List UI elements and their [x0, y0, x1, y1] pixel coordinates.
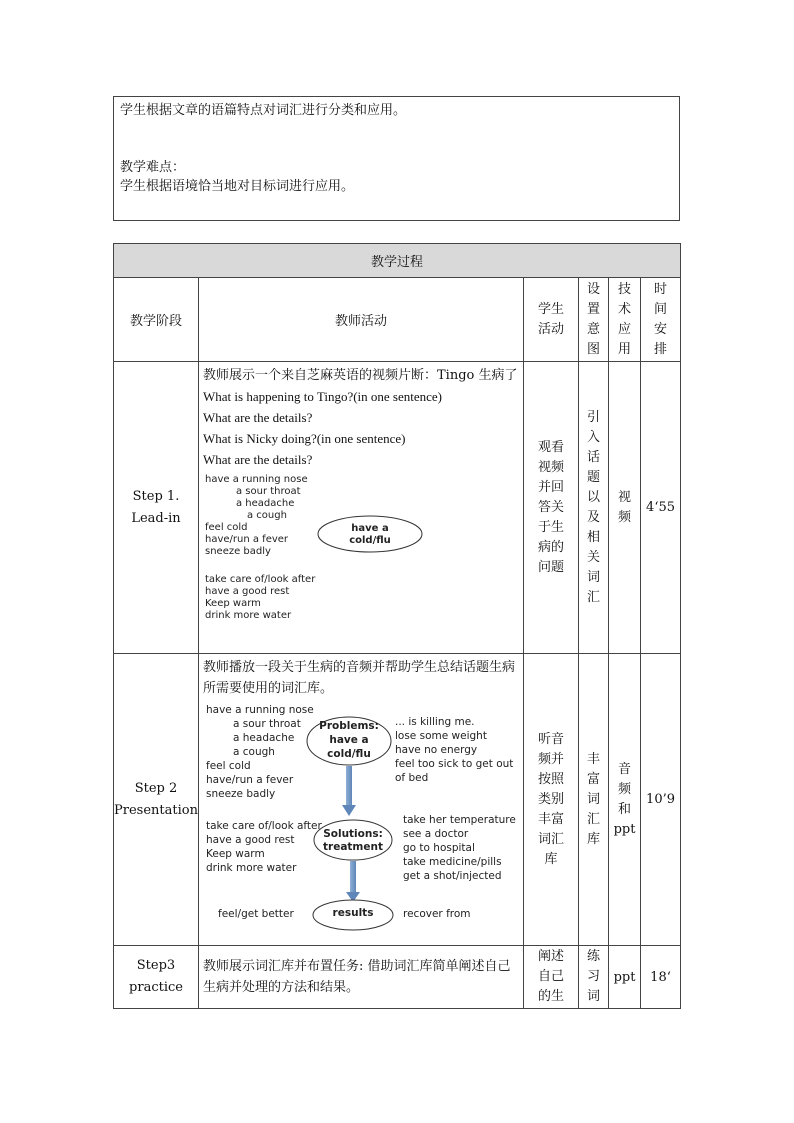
svg-text:treatment: treatment	[323, 841, 383, 853]
stage-cell: Step3 practice	[114, 946, 199, 1009]
svg-text:have a good rest: have a good rest	[206, 834, 295, 846]
svg-text:a sour throat: a sour throat	[233, 718, 301, 730]
svg-text:recover from: recover from	[403, 908, 471, 920]
svg-text:take her temperature: take her temperature	[403, 814, 516, 826]
question: What is happening to Tingo?(in one sentence)	[203, 389, 443, 404]
tech-cell: ppt	[609, 946, 641, 1009]
svg-text:cold/flu: cold/flu	[327, 748, 371, 760]
student-activity-cell: 阐述 自己 的生	[524, 946, 579, 1009]
svg-text:have no energy: have no energy	[395, 744, 478, 756]
teacher-activity-cell	[199, 362, 524, 654]
vocab: have/run a fever	[205, 534, 289, 545]
header-teacher: 教师活动	[199, 278, 524, 362]
solutions-oval	[314, 820, 392, 860]
process-table	[113, 243, 681, 1009]
intent-cell: 练 习 词	[579, 946, 609, 1009]
difficulty-text: 学生根据语境恰当地对目标词进行应用。	[120, 179, 355, 194]
svg-text:sneeze badly: sneeze badly	[206, 788, 276, 800]
svg-text:... is killing me.: ... is killing me.	[395, 716, 475, 728]
vocab: take care of/look after	[205, 574, 316, 585]
header-intent: 设 置 意 图	[579, 278, 609, 362]
svg-text:results: results	[332, 907, 374, 919]
header-student: 学生 活动	[524, 278, 579, 362]
svg-text:cold/flu: cold/flu	[349, 535, 391, 546]
table-row	[114, 654, 681, 946]
vocab: drink more water	[205, 610, 292, 620]
svg-text:lose some weight: lose some weight	[395, 730, 487, 742]
teacher-activity-cell	[199, 654, 524, 946]
teacher-intro: 教师展示一个来自芝麻英语的视频片断：Tingo 生病了	[203, 368, 518, 383]
svg-text:Keep warm: Keep warm	[206, 848, 265, 860]
vocab: Keep warm	[205, 598, 261, 609]
header-stage: 教学阶段	[114, 278, 199, 362]
svg-text:go to hospital: go to hospital	[403, 842, 475, 854]
teacher-intro: 教师展示词汇库并布置任务: 借助词汇库简单阐述自己生病并处理的方法和结果。	[203, 959, 511, 995]
cold-oval	[318, 516, 422, 552]
question: What are the details?	[203, 410, 313, 425]
svg-text:see a doctor: see a doctor	[403, 828, 469, 840]
header-tech: 技 术 应 用	[609, 278, 641, 362]
stage-cell: Step 1. Lead-in	[114, 362, 199, 654]
down-arrow-icon	[350, 861, 356, 893]
student-activity-cell: 听音 频并 按照 类别 丰富 词汇 库	[524, 654, 579, 946]
time-cell: 10’9	[641, 654, 681, 946]
student-activity-cell: 观看 视频 并回 答关 于生 病的 问题	[524, 362, 579, 654]
svg-text:a headache: a headache	[233, 732, 295, 744]
vocab: have a running nose	[205, 474, 308, 485]
down-arrow-icon	[346, 766, 352, 806]
intent-cell: 引 入 话 题 以 及 相 关 词 汇	[579, 362, 609, 654]
table-row	[114, 946, 681, 1009]
table-title: 教学过程	[114, 244, 681, 278]
teacher-intro: 教师播放一段关于生病的音频并帮助学生总结话题生病所需要使用的词汇库。	[203, 660, 516, 696]
cold-vocab-diagram	[203, 470, 519, 620]
difficulty-title: 教学难点：	[120, 160, 186, 175]
svg-text:have a running nose: have a running nose	[206, 704, 314, 716]
question: What is Nicky doing?(in one sentence)	[203, 431, 406, 446]
intent-cell: 丰 富 词 汇 库	[579, 654, 609, 946]
svg-text:have/run a fever: have/run a fever	[206, 774, 294, 786]
svg-text:take medicine/pills: take medicine/pills	[403, 856, 502, 868]
vocab: a headache	[236, 498, 295, 509]
question: What are the details?	[203, 452, 313, 467]
svg-text:Problems:: Problems:	[319, 720, 379, 732]
svg-text:drink more water: drink more water	[206, 862, 297, 874]
vocab: sneeze badly	[205, 546, 271, 557]
vocab: feel cold	[205, 522, 248, 533]
svg-text:a cough: a cough	[233, 746, 275, 758]
svg-text:take care of/look after: take care of/look after	[206, 820, 322, 832]
svg-text:get a shot/injected: get a shot/injected	[403, 870, 502, 882]
teacher-activity-cell	[199, 946, 524, 1009]
stage-cell: Step 2 Presentation	[114, 654, 199, 946]
time-cell: 18‘	[641, 946, 681, 1009]
svg-text:feel too sick to get out: feel too sick to get out	[395, 758, 514, 770]
time-cell: 4‘55	[641, 362, 681, 654]
vocab: have a good rest	[205, 586, 290, 597]
cold-solution-diagram	[203, 699, 519, 934]
header-time: 时 间 安 排	[641, 278, 681, 362]
vocab: a cough	[247, 510, 287, 521]
tech-cell: 音 频 和 ppt	[609, 654, 641, 946]
tech-cell: 视 频	[609, 362, 641, 654]
vocab: a sour throat	[236, 486, 301, 497]
table-row	[114, 362, 681, 654]
svg-text:Solutions:: Solutions:	[323, 828, 383, 840]
objectives-box	[113, 96, 680, 221]
objective-text: 学生根据文章的语篇特点对词汇进行分类和应用。	[120, 103, 407, 118]
svg-text:have a: have a	[351, 523, 389, 534]
svg-text:feel/get better: feel/get better	[218, 908, 294, 920]
svg-text:feel cold: feel cold	[206, 760, 251, 772]
svg-text:of bed: of bed	[395, 772, 429, 784]
svg-text:have a: have a	[329, 734, 369, 746]
